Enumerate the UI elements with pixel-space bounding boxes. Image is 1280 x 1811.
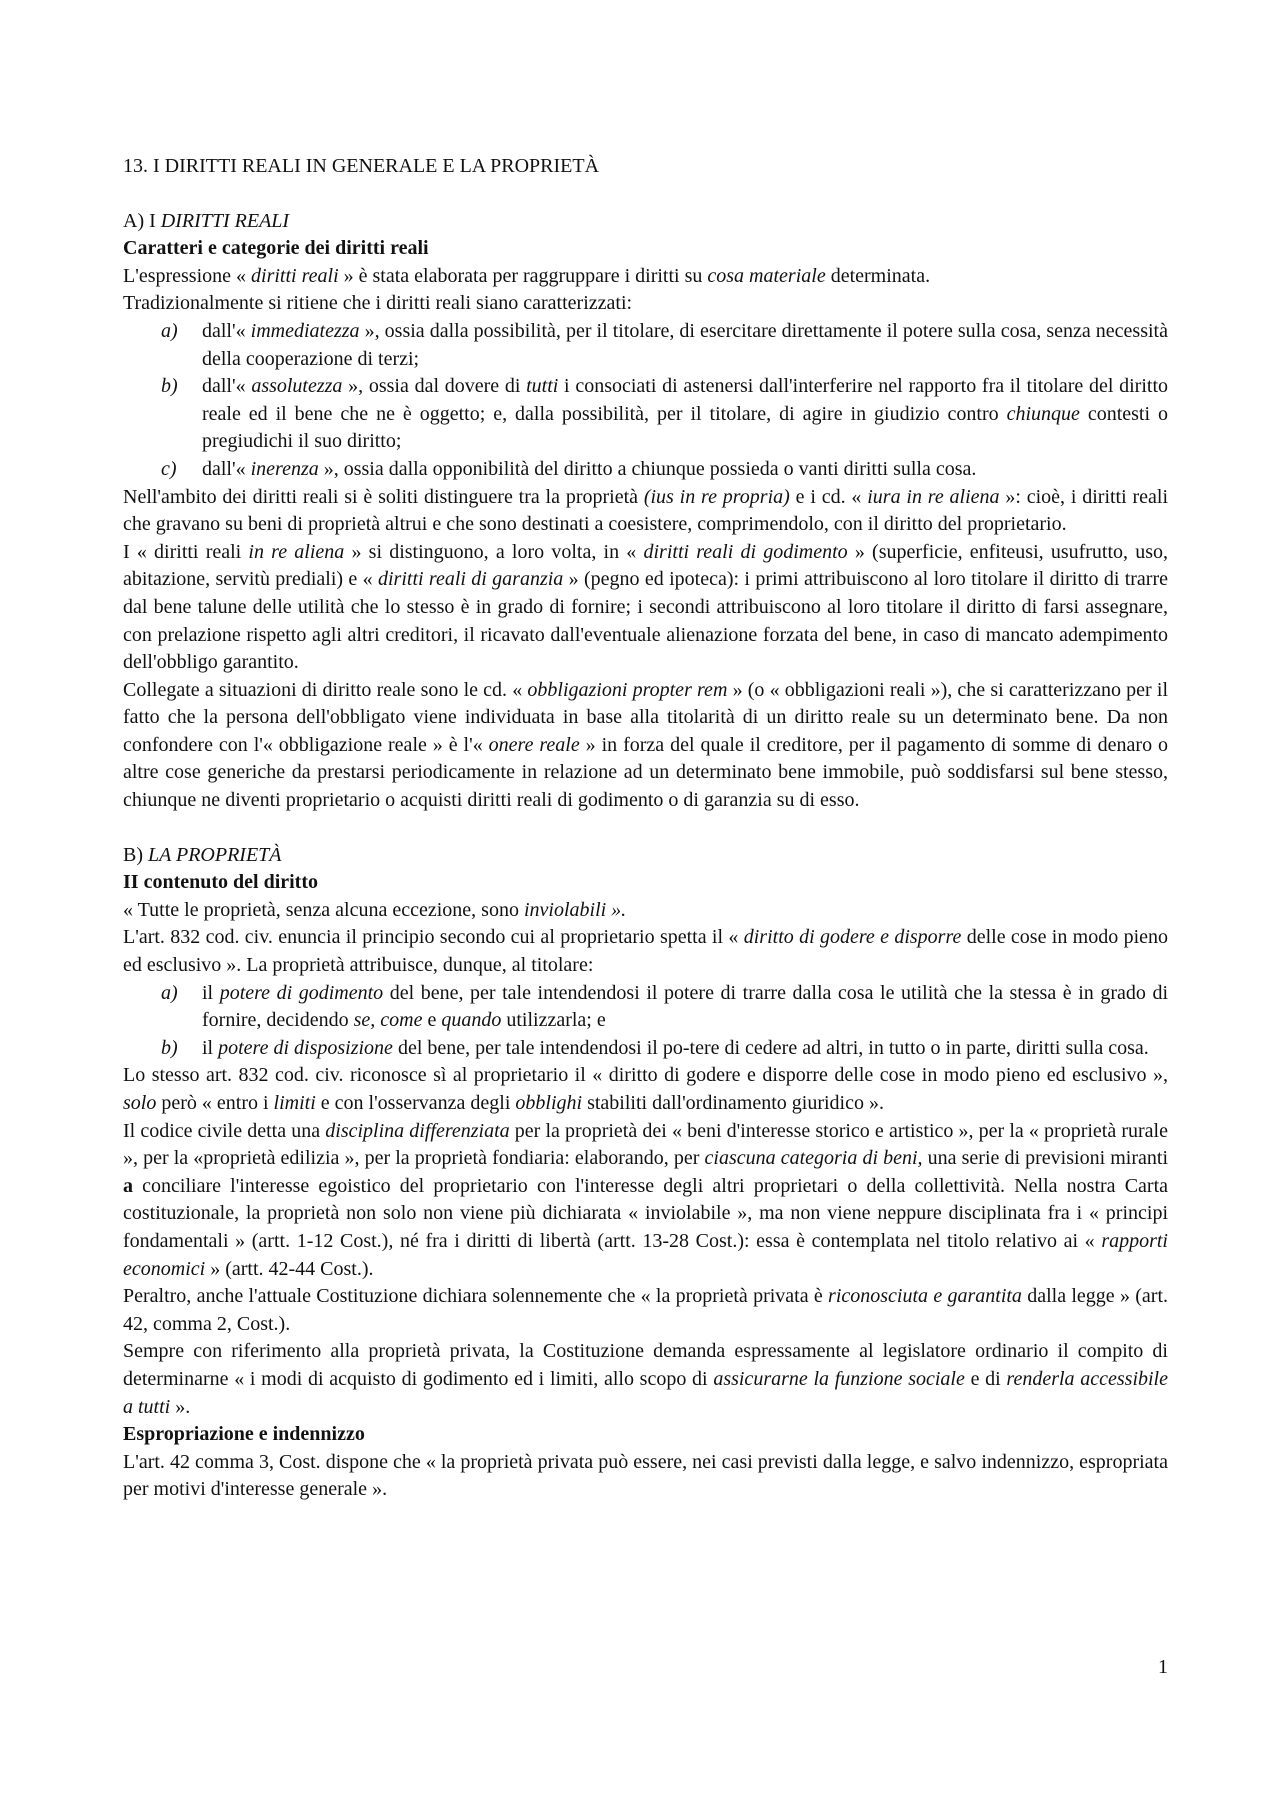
paragraph: Sempre con riferimento alla proprietà privata, la Costituzione demanda espressamente al legislatore ordinario il compito di determinarne « i modi di acquisto di godimento ed i limiti, allo scopo di assicurarne la funzione sociale e di renderla accessibile a tutti ». — [123, 1340, 1168, 1418]
list-item: b) dall'« assolutezza », ossia dal dovere di tutti i consociati di astenersi dall'interferire nel rapporto fra il titolare del diritto reale ed il bene che ne è oggetto; e, dalla possibilità, per il titolare, di agire in giudizio contro chiunque contesti o pregiudichi il suo diritto; — [123, 373, 1168, 456]
list-item: a) il potere di godimento del bene, per tale intendendosi il potere di trarre dalla cosa le utilità che la stessa è in grado di fornire, decidendo se, come e quando utilizzarla; e — [123, 980, 1168, 1035]
paragraph: I « diritti reali in re aliena » si distinguono, a loro volta, in « diritti reali di godimento » (superficie, enfiteusi, usufrutto, uso, abitazione, servitù prediali) e « diritti reali di garanzia » (pegno ed ipoteca): i primi attribuiscono al loro titolare il diritto di trarre dal bene talune delle utilità che lo stesso è in grado di fornire; i secondi attribuiscono al loro titolare il diritto di farsi assegnare, con prelazione rispetto agli altri creditori, il ricavato dall'eventuale alienazione forzata del bene, in caso di mancato adempimento dell'obbligo garantito. — [123, 540, 1169, 674]
list-marker: b) — [161, 375, 178, 398]
page-number: 1 — [1158, 1656, 1168, 1678]
paragraph: Peraltro, anche l'attuale Costituzione dichiara solennemente che « la proprietà privata è riconosciuta e garantita dalla legge » (art. 42, comma 2, Cost.). — [123, 1285, 1168, 1335]
paragraph: Il codice civile detta una disciplina differenziata per la proprietà dei « beni d'interesse storico e artistico », per la « proprietà rurale », per la «proprietà edilizia », per la proprietà fondiaria: elaborando, per ciascuna categoria di beni, una serie di previsioni miranti a conciliare l'interesse egoistico del proprietario con l'interesse degli altri proprietari o della collettività. Nella nostra Carta costituzionale, la proprietà non solo non viene più dichiarata « inviolabile », ma non viene neppure disciplinata fra i « principi fondamentali » (artt. 1-12 Cost.), né fra i diritti di libertà (artt. 13-28 Cost.): essa è contemplata nel titolo relativo ai « rapporti economici » (artt. 42-44 Cost.). — [123, 1119, 1169, 1280]
section-heading-espropriazione: Espropriazione e indennizzo — [123, 1423, 365, 1446]
list-item: c) dall'« inerenza », ossia dalla opponibilità del diritto a chiunque possieda o vanti diritti sulla cosa. — [123, 456, 1168, 484]
section-b-heading: II contenuto del diritto — [123, 871, 318, 894]
paragraph: L'espressione « diritti reali » è stata elaborata per raggruppare i diritti su cosa materiale determinata. — [123, 264, 931, 287]
list-marker: a) — [161, 981, 178, 1004]
paragraph: L'art. 832 cod. civ. enuncia il principio secondo cui al proprietario spetta il « diritto di godere e disporre delle cose in modo pieno ed esclusivo ». La proprietà attribuisce, dunque, al titolare: — [123, 926, 1169, 977]
paragraph: « Tutte le proprietà, senza alcuna eccezione, sono inviolabili ». — [123, 898, 627, 921]
section-b-label: B) LA PROPRIETÀ — [123, 843, 282, 866]
section-a-heading: Caratteri e categorie dei diritti reali — [123, 237, 429, 260]
document-title: 13. I DIRITTI REALI IN GENERALE E LA PROPRIETÀ — [123, 155, 600, 177]
section-a-label: A) I DIRITTI REALI — [123, 209, 290, 232]
paragraph: Tradizionalmente si ritiene che i diritti reali siano caratterizzati: — [123, 292, 633, 315]
list-marker: b) — [161, 1036, 178, 1059]
paragraph: L'art. 42 comma 3, Cost. dispone che « la proprietà privata può essere, nei casi previsti dalla legge, e salvo indennizzo, espropriata per motivi d'interesse generale ». — [123, 1450, 1168, 1501]
list-marker: c) — [161, 457, 177, 480]
paragraph: Lo stesso art. 832 cod. civ. riconosce sì al proprietario il « diritto di godere e disporre delle cose in modo pieno ed esclusivo », solo però « entro i limiti e con l'osservanza degli obblighi stabiliti dall'ordinamento giuridico ». — [123, 1064, 1168, 1114]
paragraph: Collegate a situazioni di diritto reale sono le cd. « obbligazioni propter rem » (o « obbligazioni reali »), che si caratterizzano per il fatto che la persona dell'obbligato viene individuata in base alla titolarità di un diritto reale su un determinato bene. Da non confondere con l'« obbligazione reale » è l'« onere reale » in forza del quale il creditore, per il pagamento di somme di denaro o altre cose generiche da prestarsi periodicamente in relazione ad un determinato bene immobile, può soddisfarsi sul bene stesso, chiunque ne diventi proprietario o acquisti diritti reali di godimento o di garanzia su di esso. — [123, 678, 1169, 812]
list-marker: a) — [161, 319, 178, 342]
list-item: a) dall'« immediatezza », ossia dalla possibilità, per il titolare, di esercitare direttamente il potere sulla cosa, senza necessità della cooperazione di terzi; — [123, 318, 1168, 373]
document-page — [123, 153, 1168, 1504]
list-item: b) il potere di disposizione del bene, per tale intendendosi il po-tere di cedere ad altri, in tutto o in parte, diritti sulla cosa. — [123, 1035, 1168, 1063]
paragraph: Nell'ambito dei diritti reali si è soliti distinguere tra la proprietà (ius in re propria) e i cd. « iura in re aliena »: cioè, i diritti reali che gravano su beni di proprietà altrui e che sono destinati a coesistere, comprimendolo, con il diritto del proprietario. — [123, 485, 1169, 536]
